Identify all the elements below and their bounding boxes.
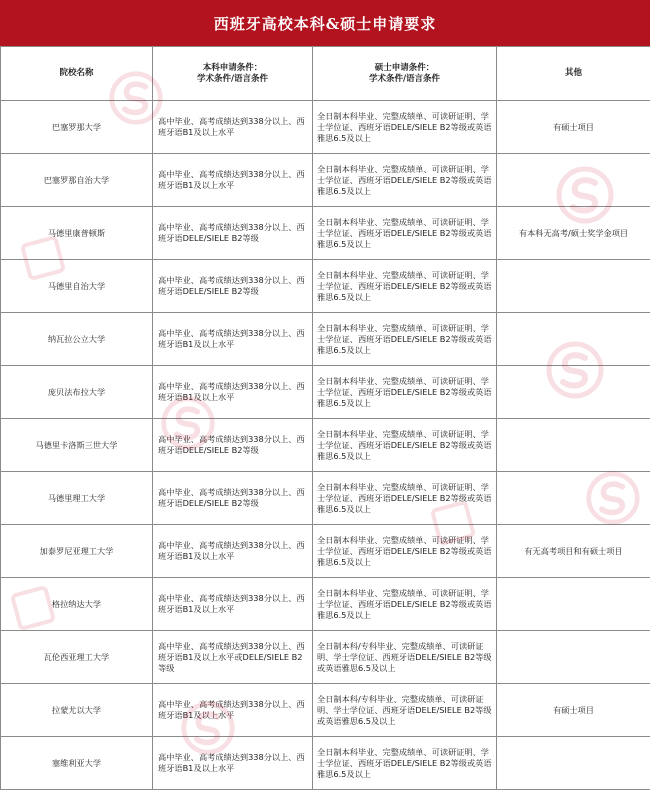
master-requirement-cell: 全日制本科毕业、完整成绩单、可读研证明、学士学位证、西班牙语DELE/SIELE B2等级或英语雅思6.5及以上 <box>313 578 497 631</box>
school-name-cell: 马德里自治大学 <box>1 260 153 313</box>
header-undergrad-requirements <box>153 47 313 101</box>
school-name-cell: 巴塞罗那自治大学 <box>1 154 153 207</box>
school-name-cell: 加泰罗尼亚理工大学 <box>1 525 153 578</box>
header-school-name: 院校名称 <box>1 47 153 101</box>
table-row <box>1 101 650 154</box>
master-requirement-cell: 全日制本科/专科毕业、完整成绩单、可读研证明、学士学位证、西班牙语DELE/SIELE B2等级或英语雅思6.5及以上 <box>313 631 497 684</box>
other-cell: 有硕士项目 <box>497 684 650 737</box>
school-name-cell: 塞维利亚大学 <box>1 737 153 790</box>
header-master-line1: 硕士申请条件： <box>374 62 435 73</box>
undergrad-requirement-cell: 高中毕业、高考成绩达到338分以上、西班牙语B1及以上水平 <box>153 313 313 366</box>
other-cell <box>497 419 650 472</box>
master-requirement-cell: 全日制本科毕业、完整成绩单、可读研证明、学士学位证、西班牙语DELE/SIELE B2等级或英语雅思6.5及以上 <box>313 260 497 313</box>
table-row <box>1 154 650 207</box>
undergrad-requirement-cell: 高中毕业、高考成绩达到338分以上、西班牙语B1及以上水平 <box>153 366 313 419</box>
master-requirement-cell: 全日制本科毕业、完整成绩单、可读研证明、学士学位证、西班牙语DELE/SIELE B2等级或英语雅思6.5及以上 <box>313 154 497 207</box>
undergrad-requirement-cell: 高中毕业、高考成绩达到338分以上、西班牙语B1及以上水平 <box>153 525 313 578</box>
school-name-cell: 马德里卡洛斯三世大学 <box>1 419 153 472</box>
table-row <box>1 207 650 260</box>
other-cell <box>497 260 650 313</box>
table-row <box>1 313 650 366</box>
master-requirement-cell: 全日制本科/专科毕业、完整成绩单、可读研证明、学士学位证、西班牙语DELE/SIELE B2等级或英语雅思6.5及以上 <box>313 684 497 737</box>
undergrad-requirement-cell: 高中毕业、高考成绩达到338分以上、西班牙语DELE/SIELE B2等级 <box>153 472 313 525</box>
other-cell <box>497 631 650 684</box>
undergrad-requirement-cell: 高中毕业、高考成绩达到338分以上、西班牙语DELE/SIELE B2等级 <box>153 207 313 260</box>
other-cell: 有本科无高考/硕士奖学金项目 <box>497 207 650 260</box>
master-requirement-cell: 全日制本科毕业、完整成绩单、可读研证明、学士学位证、西班牙语DELE/SIELE B2等级或英语雅思6.5及以上 <box>313 207 497 260</box>
school-name-cell: 马德里理工大学 <box>1 472 153 525</box>
school-name-cell: 纳瓦拉公立大学 <box>1 313 153 366</box>
table-row <box>1 737 650 790</box>
school-name-cell: 马德里康普顿斯 <box>1 207 153 260</box>
master-requirement-cell: 全日制本科毕业、完整成绩单、可读研证明、学士学位证、西班牙语DELE/SIELE B2等级或英语雅思6.5及以上 <box>313 472 497 525</box>
table-row <box>1 260 650 313</box>
undergrad-requirement-cell: 高中毕业、高考成绩达到338分以上、西班牙语DELE/SIELE B2等级 <box>153 260 313 313</box>
header-undergrad-line2: 学术条件/语言条件 <box>196 73 269 84</box>
undergrad-requirement-cell: 高中毕业、高考成绩达到338分以上、西班牙语B1及以上水平 <box>153 101 313 154</box>
table-row <box>1 525 650 578</box>
master-requirement-cell: 全日制本科毕业、完整成绩单、可读研证明、学士学位证、西班牙语DELE/SIELE B2等级或英语雅思6.5及以上 <box>313 737 497 790</box>
header-master-line2: 学术条件/语言条件 <box>368 73 441 84</box>
other-cell <box>497 313 650 366</box>
table-row <box>1 578 650 631</box>
master-requirement-cell: 全日制本科毕业、完整成绩单、可读研证明、学士学位证、西班牙语DELE/SIELE B2等级或英语雅思6.5及以上 <box>313 525 497 578</box>
requirements-table <box>0 46 650 790</box>
school-name-cell: 庞贝法布拉大学 <box>1 366 153 419</box>
table-row <box>1 366 650 419</box>
master-requirement-cell: 全日制本科毕业、完整成绩单、可读研证明、学士学位证、西班牙语DELE/SIELE B2等级或英语雅思6.5及以上 <box>313 419 497 472</box>
table-row <box>1 684 650 737</box>
other-cell: 有硕士项目 <box>497 101 650 154</box>
table-row <box>1 631 650 684</box>
header-undergrad-line1: 本科申请条件： <box>202 62 263 73</box>
other-cell: 有无高考项目和有硕士项目 <box>497 525 650 578</box>
other-cell <box>497 366 650 419</box>
other-cell <box>497 154 650 207</box>
school-name-cell: 拉蒙尤以大学 <box>1 684 153 737</box>
header-other: 其他 <box>497 47 650 101</box>
header-master-requirements <box>313 47 497 101</box>
school-name-cell: 瓦伦西亚理工大学 <box>1 631 153 684</box>
undergrad-requirement-cell: 高中毕业、高考成绩达到338分以上、西班牙语B1及以上水平 <box>153 578 313 631</box>
undergrad-requirement-cell: 高中毕业、高考成绩达到338分以上、西班牙语B1及以上水平或DELE/SIELE B2等级 <box>153 631 313 684</box>
other-cell <box>497 472 650 525</box>
master-requirement-cell: 全日制本科毕业、完整成绩单、可读研证明、学士学位证、西班牙语DELE/SIELE B2等级或英语雅思6.5及以上 <box>313 313 497 366</box>
school-name-cell: 格拉纳达大学 <box>1 578 153 631</box>
undergrad-requirement-cell: 高中毕业、高考成绩达到338分以上、西班牙语B1及以上水平 <box>153 684 313 737</box>
master-requirement-cell: 全日制本科毕业、完整成绩单、可读研证明、学士学位证、西班牙语DELE/SIELE B2等级或英语雅思6.5及以上 <box>313 366 497 419</box>
undergrad-requirement-cell: 高中毕业、高考成绩达到338分以上、西班牙语B1及以上水平 <box>153 737 313 790</box>
page-title: 西班牙高校本科&硕士申请要求 <box>0 0 650 46</box>
table-row <box>1 472 650 525</box>
school-name-cell: 巴塞罗那大学 <box>1 101 153 154</box>
master-requirement-cell: 全日制本科毕业、完整成绩单、可读研证明、学士学位证、西班牙语DELE/SIELE B2等级或英语雅思6.5及以上 <box>313 101 497 154</box>
undergrad-requirement-cell: 高中毕业、高考成绩达到338分以上、西班牙语B1及以上水平 <box>153 154 313 207</box>
undergrad-requirement-cell: 高中毕业、高考成绩达到338分以上、西班牙语DELE/SIELE B2等级 <box>153 419 313 472</box>
other-cell <box>497 578 650 631</box>
table-row <box>1 419 650 472</box>
other-cell <box>497 737 650 790</box>
header-row <box>1 47 650 101</box>
